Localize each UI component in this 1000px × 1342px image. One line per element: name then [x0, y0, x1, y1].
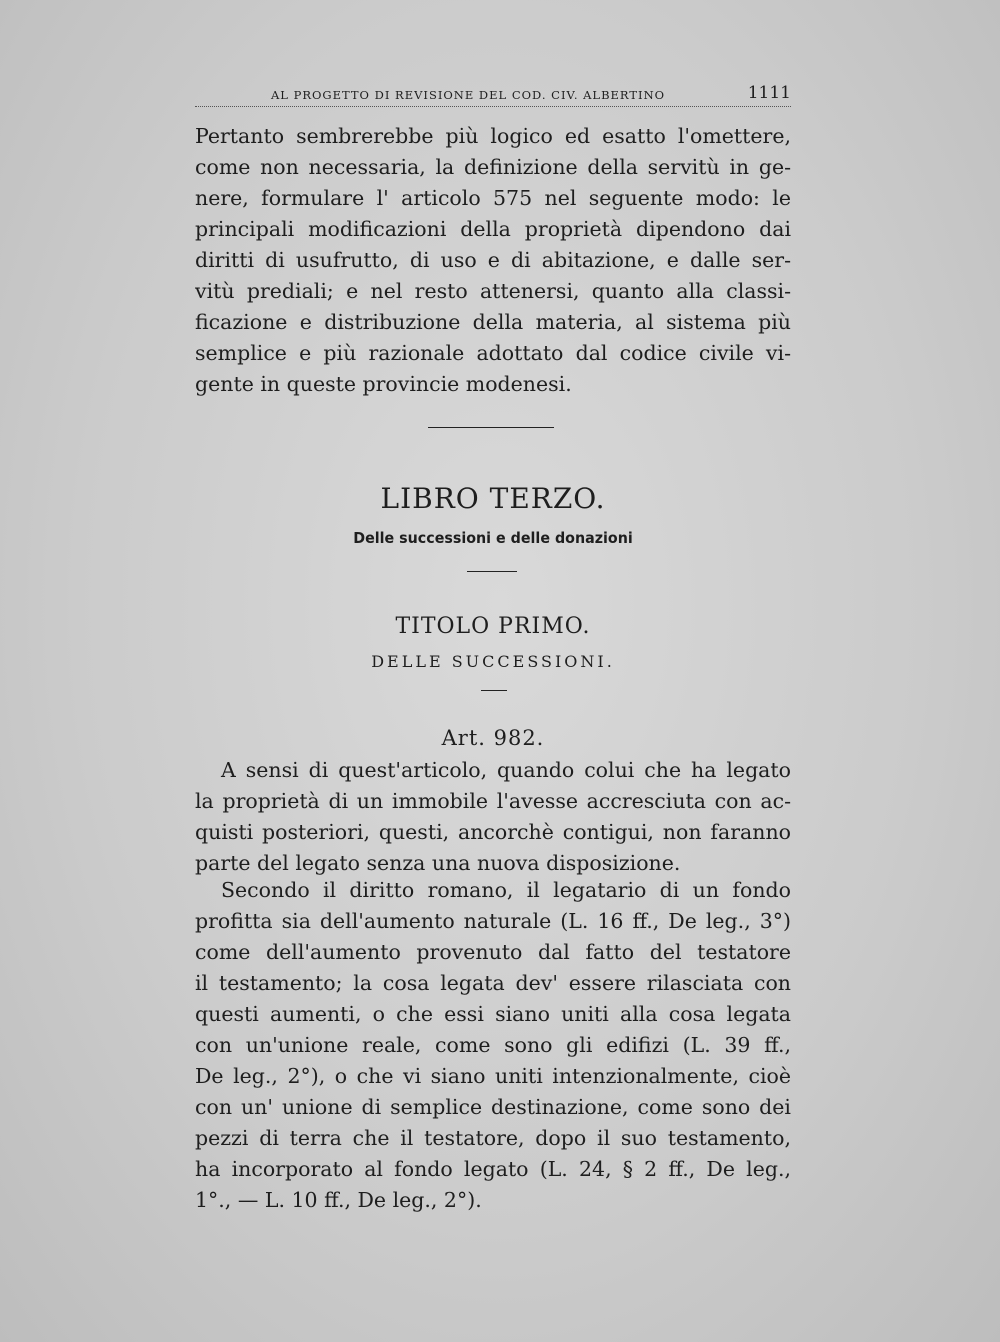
text-line: Pertanto sembrerebbe più logico ed esatto l'omettere, — [195, 124, 791, 148]
page-number: 1111 — [747, 83, 791, 103]
text-line: profitta sia dell'aumento naturale (L. 16 ff., De leg., 3°) — [195, 909, 791, 933]
text-line: semplice e più razionale adottato dal codice civile vi- — [195, 341, 791, 365]
title-subheading: DELLE SUCCESSIONI. — [371, 652, 615, 671]
text-line: la proprietà di un immobile l'avesse accresciuta con ac- — [195, 789, 791, 813]
text-line: ha incorporato al fondo legato (L. 24, § 2 ff., De leg., — [195, 1157, 791, 1181]
short-divider — [467, 571, 517, 572]
article-paragraph — [195, 875, 791, 1216]
text-line: quisti posteriori, questi, ancorchè contigui, non faranno — [195, 820, 791, 844]
text-line: Secondo il diritto romano, il legatario di un fondo — [221, 878, 791, 902]
text-line: parte del legato senza una nuova disposizione. — [195, 851, 681, 875]
text-line: vitù prediali; e nel resto attenersi, quanto alla classi- — [195, 279, 791, 303]
text-line: A sensi di quest'articolo, quando colui che ha legato — [221, 758, 791, 782]
title-heading: TITOLO PRIMO. — [395, 614, 591, 639]
text-line: De leg., 2°), o che vi siano uniti intenzionalmente, cioè — [195, 1064, 791, 1088]
section-divider — [428, 427, 554, 428]
page-header — [195, 84, 791, 107]
text-line: gente in queste provincie modenesi. — [195, 372, 572, 396]
text-line: il testamento; la cosa legata dev' essere rilasciata con — [195, 971, 791, 995]
text-line: con un'unione reale, come sono gli edifizi (L. 39 ff., — [195, 1033, 791, 1057]
text-line: come non necessaria, la definizione della servitù in ge- — [195, 155, 791, 179]
article-paragraph — [195, 755, 791, 879]
text-line: 1°., — L. 10 ff., De leg., 2°). — [195, 1188, 482, 1212]
intro-paragraph — [195, 121, 791, 400]
running-head: AL PROGETTO DI REVISIONE DEL COD. CIV. ALBERTINO — [271, 88, 666, 102]
short-divider — [481, 690, 507, 691]
text-line: pezzi di terra che il testatore, dopo il suo testamento, — [195, 1126, 791, 1150]
text-line: diritti di usufrutto, di uso e di abitazione, e dalle ser- — [195, 248, 791, 272]
text-line: ficazione e distribuzione della materia, al sistema più — [195, 310, 791, 334]
text-line: come dell'aumento provenuto dal fatto del testatore — [195, 940, 791, 964]
book-title: LIBRO TERZO. — [380, 482, 606, 515]
text-line: con un' unione di semplice destinazione, come sono dei — [195, 1095, 791, 1119]
text-line: principali modificazioni della proprietà dipendono dai — [195, 217, 791, 241]
text-line: questi aumenti, o che essi siano uniti alla cosa legata — [195, 1002, 791, 1026]
text-line: nere, formulare l' articolo 575 nel seguente modo: le — [195, 186, 791, 210]
article-heading: Art. 982. — [441, 726, 545, 750]
book-subtitle: Delle successioni e delle donazioni — [353, 529, 633, 547]
